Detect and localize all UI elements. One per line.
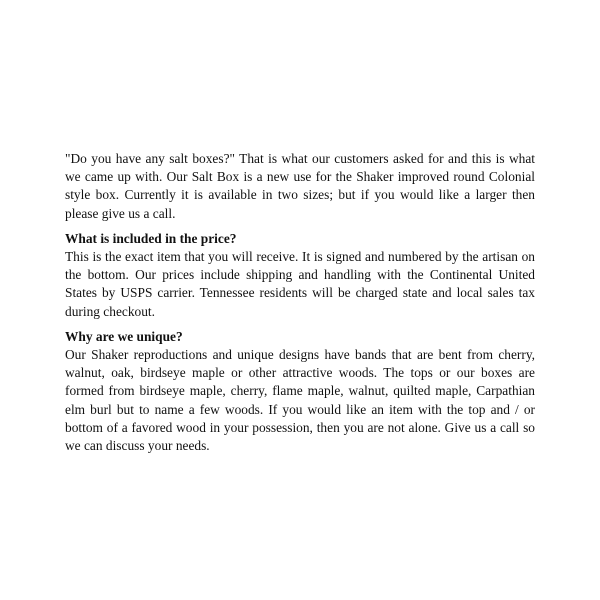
document-body: [65, 150, 535, 455]
unique-section-paragraph: Our Shaker reproductions and unique designs have bands that are bent from cherry, walnut, oak, birdseye maple or other attractive woods. The tops or our boxes are formed from birdseye maple, cherry, flame maple, walnut, quilted maple, Carpathian elm burl but to name a few woods. If you would like an item with the top and / or bottom of a favored wood in your possession, then you are not alone. Give us a call so we can discuss your needs.: [65, 347, 535, 454]
price-section-paragraph: This is the exact item that you will receive. It is signed and numbered by the artisan on the bottom. Our prices include shipping and handling with the Continental United States by USPS carrier. Tennessee residents will be charged state and local sales tax during checkout.: [65, 249, 535, 319]
intro-paragraph: "Do you have any salt boxes?" That is what our customers asked for and this is what we came up with. Our Salt Box is a new use for the Shaker improved round Colonial style box. Currently it is available in two sizes; but if you would like a larger then please give us a call.: [65, 151, 535, 221]
price-section-heading: What is included in the price?: [65, 230, 237, 246]
unique-section-heading: Why are we unique?: [65, 328, 183, 344]
